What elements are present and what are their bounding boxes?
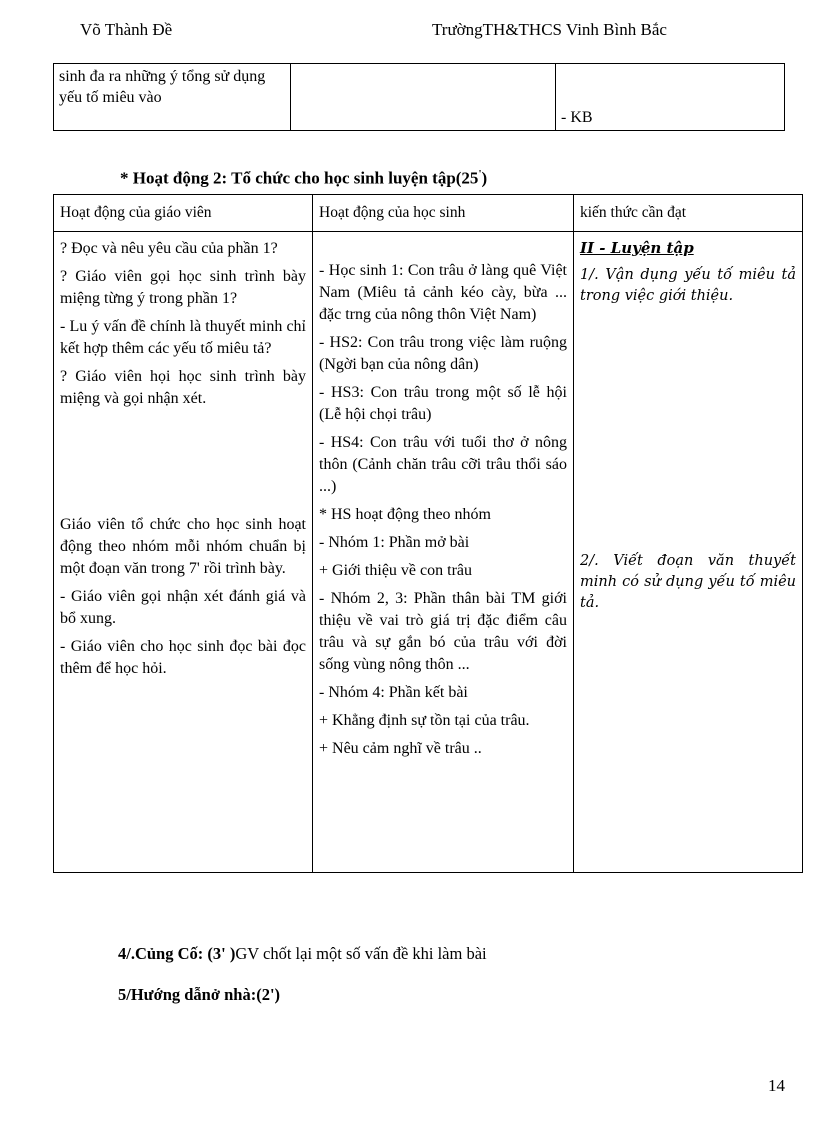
header-school: TrườngTH&THCS Vinh Bình Bắc — [432, 20, 667, 39]
teacher-step: - Giáo viên cho học sinh đọc bài đọc thêm để học hỏi. — [60, 638, 306, 677]
student-step: - Nhóm 1: Phần mở bài — [319, 534, 470, 551]
student-step: + Giới thiệu về con trâu — [319, 562, 472, 579]
student-step: - HS4: Con trâu với tuổi thơ ở nông thôn (Cảnh chăn trâu cỡi trâu thổi sáo ...) — [319, 434, 567, 495]
header-author: Võ Thành Đề — [80, 20, 173, 39]
knowledge-cell — [574, 232, 803, 873]
consolidation-line: 4/.Củng Cố: (3' )GV chốt lại một số vấn đề khi làm bài — [118, 944, 487, 963]
student-step: - HS2: Con trâu trong việc làm ruộng (Ngời bạn của nông dân) — [319, 334, 567, 373]
student-step: * HS hoạt động theo nhóm — [319, 506, 491, 523]
column-header-student: Hoạt động của học sinh — [313, 195, 574, 232]
teacher-activities-cell — [54, 232, 313, 873]
knowledge-item: 2/. Viết đoạn văn thuyết minh có sử dụng yếu tố miêu tả. — [580, 553, 796, 611]
continuation-cell-teacher: sinh đa ra những ý tổng sử dụng yếu tố miêu vào — [54, 64, 291, 131]
student-step: + Khẳng định sự tồn tại của trâu. — [319, 712, 530, 729]
continuation-cell-student — [291, 64, 556, 131]
activity-title: * Hoạt động 2: Tổ chức cho học sinh luyện tập(25') — [120, 168, 488, 188]
student-step: - Học sinh 1: Con trâu ở làng quê Việt Nam (Miêu tả cảnh kéo cày, bừa ... đặc trng của nông thôn Việt Nam) — [319, 262, 567, 323]
student-step: + Nêu cảm nghĩ về trâu .. — [319, 740, 482, 757]
column-header-teacher: Hoạt động của giáo viên — [54, 195, 313, 232]
page-number: 14 — [768, 1076, 785, 1095]
student-step: - HS3: Con trâu trong một số lễ hội (Lễ hội chọi trâu) — [319, 384, 567, 423]
column-header-knowledge: kiến thức cần đạt — [574, 195, 803, 232]
teacher-step: Giáo viên tổ chức cho học sinh hoạt động theo nhóm mỗi nhóm chuẩn bị một đoạn văn trong 7' rồi trình bày. — [60, 516, 306, 577]
teacher-step: - Lu ý vấn đề chính là thuyết minh chỉ kết hợp thêm các yếu tố miêu tả? — [60, 318, 306, 357]
activity-table — [53, 194, 803, 873]
teacher-step: ? Giáo viên gọi học sinh trình bày miệng từng ý trong phần 1? — [60, 268, 306, 307]
knowledge-item: 1/. Vận dụng yếu tố miêu tả trong việc giới thiệu. — [580, 267, 796, 304]
continuation-table — [53, 63, 785, 131]
student-activities-cell — [313, 232, 574, 873]
teacher-step: ? Giáo viên họi học sinh trình bày miệng và gọi nhận xét. — [60, 368, 306, 407]
teacher-step: ? Đọc và nêu yêu cầu của phần 1? — [60, 240, 278, 257]
homework-line: 5/Hướng dẫnở nhà:(2') — [118, 985, 281, 1004]
section-title: II - Luyện tập — [580, 239, 694, 257]
teacher-step: - Giáo viên gọi nhận xét đánh giá và bổ xung. — [60, 588, 306, 627]
continuation-cell-knowledge: - KB — [556, 64, 785, 131]
student-step: - Nhóm 2, 3: Phần thân bài TM giới thiệu về vai trò giá trị đặc điểm câu trâu và sự gắn bó của trâu với đời sống vùng nông thôn ... — [319, 590, 567, 673]
student-step: - Nhóm 4: Phần kết bài — [319, 684, 468, 701]
